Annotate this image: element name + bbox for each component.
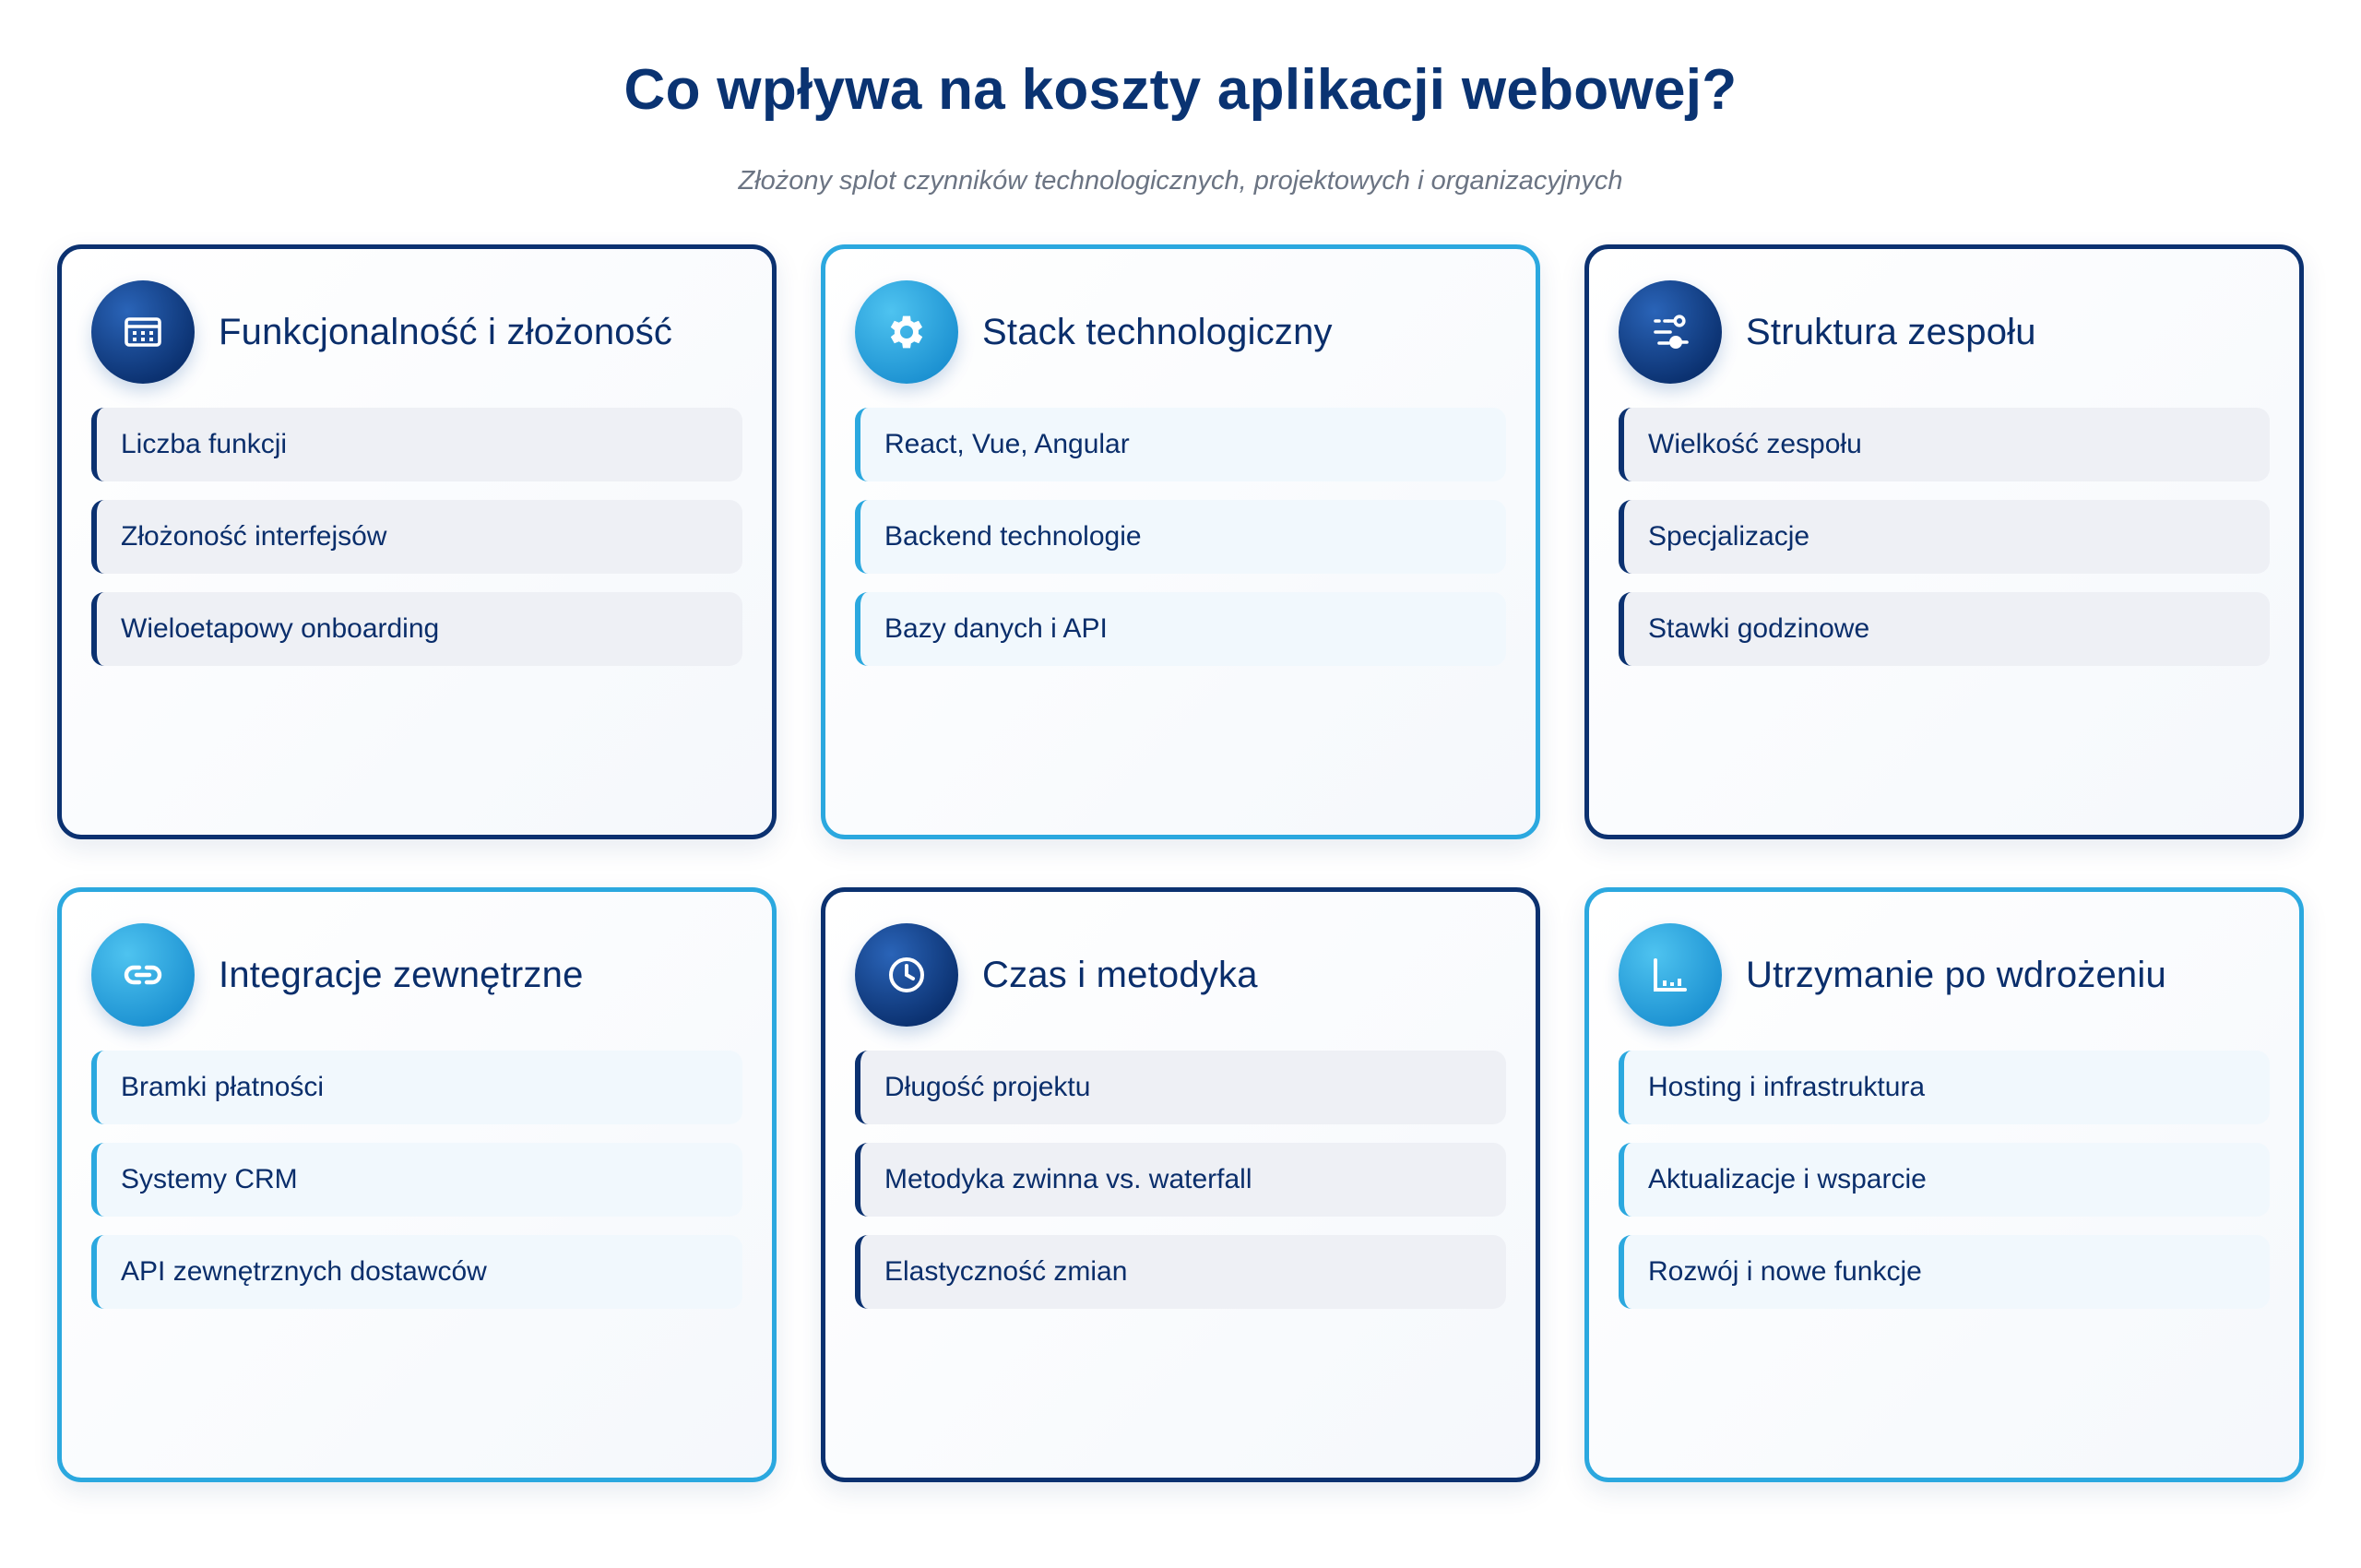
card-header bbox=[1619, 923, 2270, 1027]
list-item: Stawki godzinowe bbox=[1619, 592, 2270, 666]
card-integrations bbox=[57, 887, 777, 1482]
team-structure-icon bbox=[1619, 280, 1722, 384]
card-team-structure bbox=[1584, 244, 2304, 839]
list-item: Specjalizacje bbox=[1619, 500, 2270, 574]
card-title: Struktura zespołu bbox=[1746, 311, 2036, 352]
list-item: Backend technologie bbox=[855, 500, 1506, 574]
card-tech-stack bbox=[821, 244, 1540, 839]
list-item: Hosting i infrastruktura bbox=[1619, 1051, 2270, 1124]
dashboard-icon bbox=[91, 280, 195, 384]
factors-grid bbox=[57, 244, 2304, 1482]
page-title: Co wpływa na koszty aplikacji webowej? bbox=[623, 58, 1738, 122]
gear-icon bbox=[855, 280, 958, 384]
link-icon bbox=[91, 923, 195, 1027]
list-item: Długość projektu bbox=[855, 1051, 1506, 1124]
item-list bbox=[91, 1051, 742, 1309]
card-title: Czas i metodyka bbox=[982, 954, 1258, 995]
card-header bbox=[91, 923, 742, 1027]
clock-icon bbox=[855, 923, 958, 1027]
list-item: Bazy danych i API bbox=[855, 592, 1506, 666]
card-title: Utrzymanie po wdrożeniu bbox=[1746, 954, 2166, 995]
list-item: Wielkość zespołu bbox=[1619, 408, 2270, 481]
card-time-method bbox=[821, 887, 1540, 1482]
list-item: Liczba funkcji bbox=[91, 408, 742, 481]
card-functionality bbox=[57, 244, 777, 839]
card-maintenance bbox=[1584, 887, 2304, 1482]
card-title: Integracje zewnętrzne bbox=[219, 954, 584, 995]
list-item: Metodyka zwinna vs. waterfall bbox=[855, 1143, 1506, 1217]
item-list bbox=[1619, 408, 2270, 666]
card-header bbox=[855, 923, 1506, 1027]
list-item: Systemy CRM bbox=[91, 1143, 742, 1217]
list-item: Wieloetapowy onboarding bbox=[91, 592, 742, 666]
card-header bbox=[91, 280, 742, 384]
list-item: React, Vue, Angular bbox=[855, 408, 1506, 481]
list-item: Złożoność interfejsów bbox=[91, 500, 742, 574]
list-item: Bramki płatności bbox=[91, 1051, 742, 1124]
list-item: Elastyczność zmian bbox=[855, 1235, 1506, 1309]
page-subtitle: Złożony splot czynników technologicznych, projektowych i organizacyjnych bbox=[738, 166, 1623, 196]
item-list bbox=[855, 408, 1506, 666]
card-title: Funkcjonalność i złożoność bbox=[219, 311, 673, 352]
item-list bbox=[855, 1051, 1506, 1309]
item-list bbox=[1619, 1051, 2270, 1309]
card-title: Stack technologiczny bbox=[982, 311, 1333, 352]
list-item: Rozwój i nowe funkcje bbox=[1619, 1235, 2270, 1309]
list-item: API zewnętrznych dostawców bbox=[91, 1235, 742, 1309]
card-header bbox=[855, 280, 1506, 384]
item-list bbox=[91, 408, 742, 666]
card-header bbox=[1619, 280, 2270, 384]
chart-icon bbox=[1619, 923, 1722, 1027]
list-item: Aktualizacje i wsparcie bbox=[1619, 1143, 2270, 1217]
